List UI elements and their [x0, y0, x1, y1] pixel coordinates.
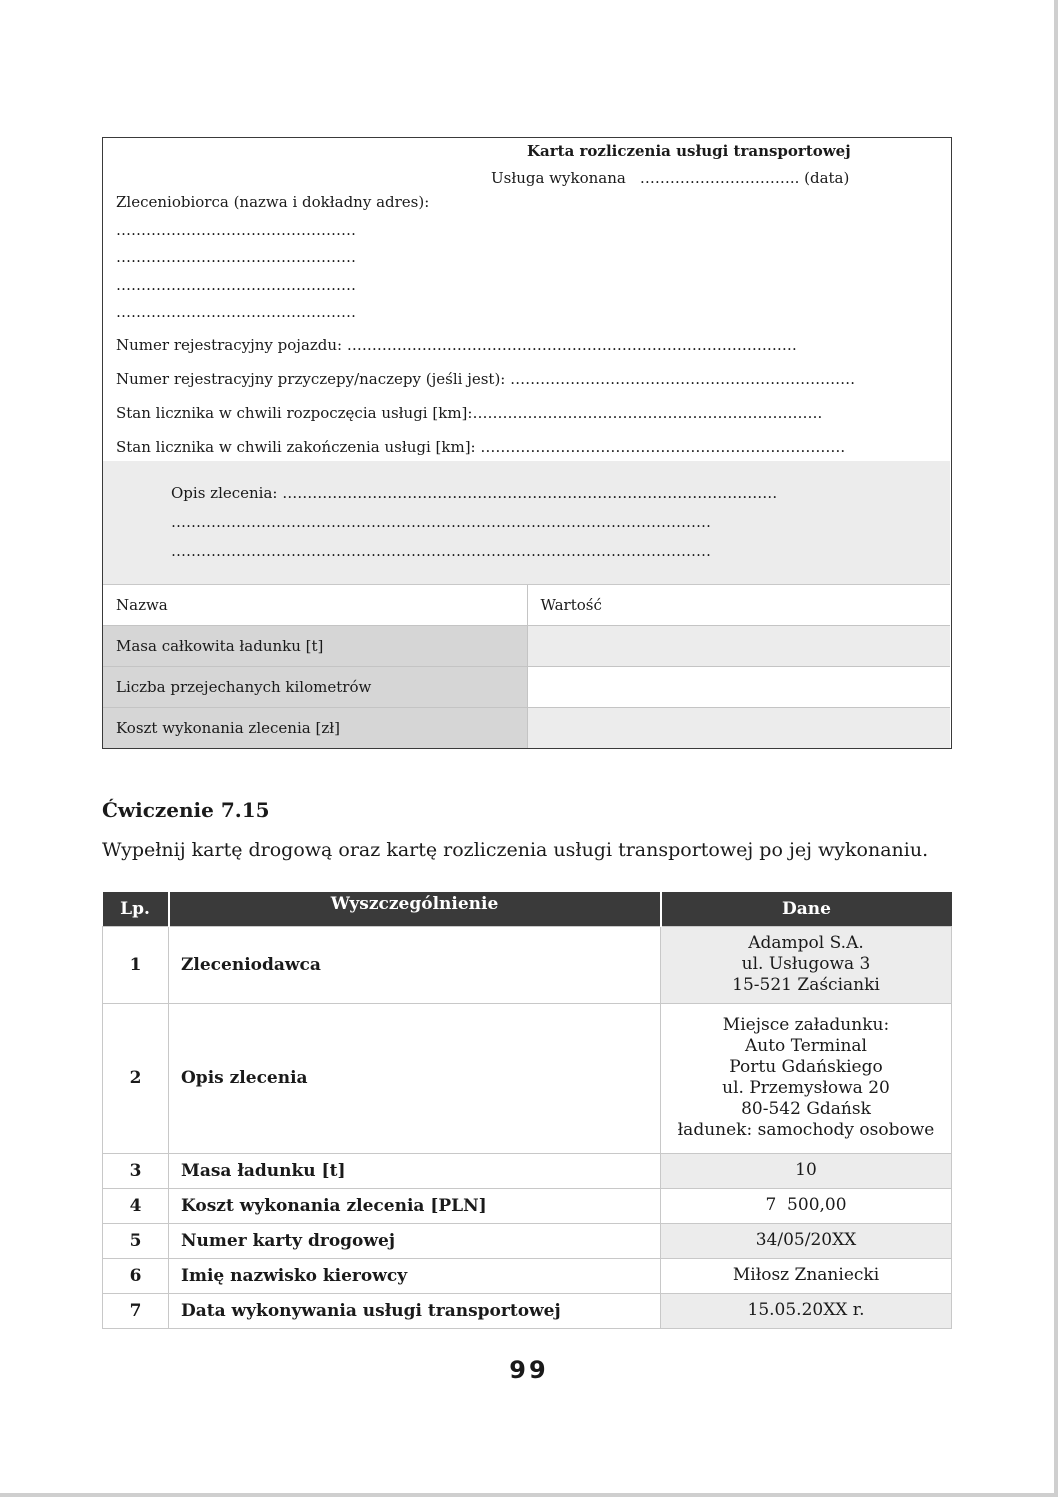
row-lp: 1 — [103, 926, 169, 1003]
settlement-card — [102, 137, 952, 749]
card-values-table — [103, 585, 950, 748]
page-number: 99 — [509, 1356, 549, 1384]
row-value — [661, 926, 952, 1003]
address-dots-line: ………………………………………… — [116, 303, 356, 321]
odometer-start-line: Stan licznika w chwili rozpoczęcia usługi [km]:……………………………………………………………. — [116, 404, 823, 422]
row-value: Miłosz Znaniecki — [661, 1258, 952, 1293]
value-line: Portu Gdańskiego — [729, 1057, 883, 1077]
row-name: Data wykonywania usługi transportowej — [169, 1293, 661, 1328]
odometer-end-line: Stan licznika w chwili zakończenia usługi [km]: ………………………………………………………………. — [116, 438, 846, 456]
value-line: 80-542 Gdańsk — [741, 1099, 871, 1119]
exercise-instruction: Wypełnij kartę drogową oraz kartę rozliczenia usługi transportowej po jej wykonaniu. — [102, 839, 929, 861]
row-value: 15.05.20XX r. — [661, 1293, 952, 1328]
order-desc-dots: ……………………………………………………………………………………………… — [171, 513, 711, 531]
row-value: 34/05/20XX — [661, 1223, 952, 1258]
row-label: Liczba przejechanych kilometrów — [103, 666, 527, 707]
row-value-cell[interactable] — [527, 625, 950, 666]
value-line: 15-521 Zaścianki — [732, 975, 880, 995]
header-wyszczegolnienie: Wyszczególnienie — [169, 892, 661, 926]
card-table-header — [103, 585, 950, 625]
value-line: ul. Przemysłowa 20 — [722, 1078, 890, 1098]
row-name: Imię nazwisko kierowcy — [169, 1258, 661, 1293]
row-lp: 2 — [103, 1003, 169, 1153]
exercise-data-table — [102, 892, 952, 1329]
address-dots-line: ………………………………………… — [116, 221, 356, 239]
value-line: Adampol S.A. — [748, 933, 864, 953]
row-name: Koszt wykonania zlecenia [PLN] — [169, 1188, 661, 1223]
address-dots-line: ………………………………………… — [116, 248, 356, 266]
header-lp: Lp. — [103, 892, 169, 926]
table-row — [103, 1258, 952, 1293]
row-name: Zleceniodawca — [169, 926, 661, 1003]
table-row — [103, 1153, 952, 1188]
card-title: Karta rozliczenia usługi transportowej — [527, 142, 851, 160]
value-line: ładunek: samochody osobowe — [677, 1120, 935, 1140]
table-row — [103, 1003, 952, 1153]
table-row — [103, 1293, 952, 1328]
order-description-block — [103, 461, 950, 585]
header-wartosc: Wartość — [527, 585, 950, 625]
row-name: Opis zlecenia — [169, 1003, 661, 1153]
row-name: Masa ładunku [t] — [169, 1153, 661, 1188]
row-value: 7 500,00 — [661, 1188, 952, 1223]
header-dane: Dane — [661, 892, 952, 926]
table-row — [103, 1188, 952, 1223]
value-line: Auto Terminal — [745, 1036, 867, 1056]
row-value-cell[interactable] — [527, 707, 950, 748]
address-dots-line: ………………………………………… — [116, 276, 356, 294]
value-line: Miejsce załadunku: — [722, 1015, 890, 1035]
service-date-dots: ………………………….. (data) — [639, 169, 850, 187]
row-lp: 5 — [103, 1223, 169, 1258]
card-table-row — [103, 707, 950, 748]
trailer-reg-line: Numer rejestracyjny przyczepy/naczepy (jeśli jest): …………………………………………………………… — [116, 370, 856, 388]
row-value-cell[interactable] — [527, 666, 950, 707]
row-label: Masa całkowita ładunku [t] — [103, 625, 527, 666]
table-row — [103, 926, 952, 1003]
order-desc-line: Opis zlecenia: ……………………………………………………………………………………… — [171, 484, 778, 502]
row-lp: 7 — [103, 1293, 169, 1328]
table-row — [103, 1223, 952, 1258]
exercise-title: Ćwiczenie 7.15 — [102, 798, 270, 822]
vehicle-reg-line: Numer rejestracyjny pojazdu: ……………………………………………………………………………… — [116, 336, 797, 354]
value-line: ul. Usługowa 3 — [741, 954, 871, 974]
order-desc-dots: ……………………………………………………………………………………………… — [171, 542, 711, 560]
row-value: 10 — [661, 1153, 952, 1188]
row-lp: 3 — [103, 1153, 169, 1188]
row-value — [661, 1003, 952, 1153]
card-table-row — [103, 625, 950, 666]
row-lp: 4 — [103, 1188, 169, 1223]
row-lp: 6 — [103, 1258, 169, 1293]
service-date-line — [491, 169, 849, 187]
row-label: Koszt wykonania zlecenia [zł] — [103, 707, 527, 748]
page-edge-right — [1054, 0, 1058, 1497]
table-header-row — [103, 892, 952, 926]
contractor-label: Zleceniobiorca (nazwa i dokładny adres): — [116, 193, 430, 211]
row-name: Numer karty drogowej — [169, 1223, 661, 1258]
service-label: Usługa wykonana — [491, 169, 626, 187]
header-nazwa: Nazwa — [103, 585, 527, 625]
card-table-row — [103, 666, 950, 707]
page-edge-bottom — [0, 1493, 1058, 1497]
